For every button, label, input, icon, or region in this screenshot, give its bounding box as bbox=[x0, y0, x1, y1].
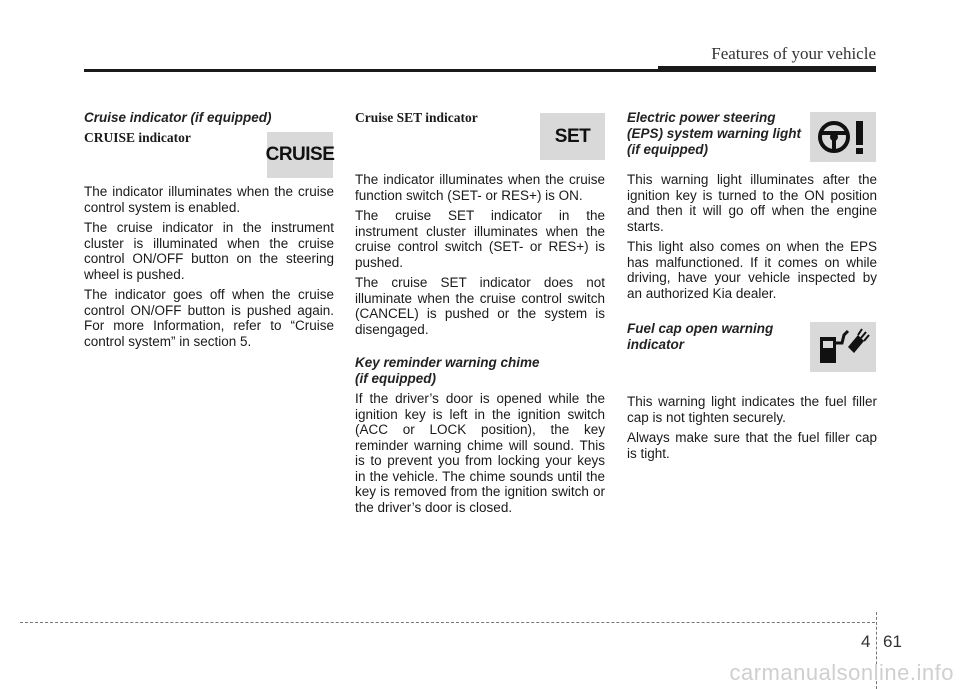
cruise-indicator-heading: Cruise indicator (if equipped) bbox=[84, 110, 272, 125]
steering-wheel-exclamation-icon bbox=[814, 116, 872, 158]
set-icon bbox=[540, 113, 605, 160]
page-number: 61 bbox=[883, 632, 902, 651]
set-icon-label: SET bbox=[554, 125, 591, 147]
key-reminder-heading-line1: Key reminder warning chime bbox=[355, 355, 540, 370]
paragraph: Always make sure that the fuel filler cap is tight. bbox=[627, 430, 877, 461]
eps-warning-icon bbox=[810, 112, 876, 162]
key-reminder-heading-line2: (if equipped) bbox=[355, 371, 436, 386]
eps-heading-line3: (if equipped) bbox=[627, 142, 708, 157]
footer-rule bbox=[20, 622, 875, 623]
paragraph: The indicator goes off when the cruise control ON/OFF button is pushed again. For more Information, refer to “Cruise control system” in section 5. bbox=[84, 287, 334, 349]
eps-heading-line1: Electric power steering bbox=[627, 110, 776, 125]
header-rule-accent bbox=[658, 66, 876, 72]
cruise-set-subheading: Cruise SET indicator bbox=[355, 110, 478, 125]
paragraph: The indicator illuminates when the cruise control system is enabled. bbox=[84, 184, 334, 215]
paragraph: The cruise indicator in the instrument cluster is illuminated when the cruise control ON/OFF button on the steering wheel is pushed. bbox=[84, 220, 334, 282]
cruise-icon-label: CRUISE bbox=[265, 144, 335, 165]
page-header-title: Features of your vehicle bbox=[711, 44, 876, 63]
cruise-icon bbox=[267, 132, 333, 178]
paragraph: If the driver’s door is opened while the ignition key is left in the ignition switch (ACC or LOCK position), the key reminder warning chime will sound. This is to prevent you from locking your keys in the vehicle. The chime sounds until the key is removed from the ignition switch or the driver’s door is closed. bbox=[355, 391, 605, 515]
paragraph: This warning light illuminates after the ignition key is turned to the ON position and then it will go off when the engine starts. bbox=[627, 172, 877, 234]
paragraph: This light also comes on when the EPS has malfunctioned. If it comes on while driving, have your vehicle inspected by an authorized Kia dealer. bbox=[627, 239, 877, 301]
fuel-pump-icon bbox=[814, 325, 872, 369]
cruise-indicator-subheading: CRUISE indicator bbox=[84, 130, 191, 145]
watermark: carmanualsonline.info bbox=[729, 660, 954, 685]
column-eps bbox=[627, 110, 877, 466]
paragraph: This warning light indicates the fuel filler cap is not tighten securely. bbox=[627, 394, 877, 425]
paragraph: The cruise SET indicator in the instrument cluster illuminates when the cruise control switch (SET- or RES+) is pushed. bbox=[355, 208, 605, 270]
fuel-cap-heading-line1: Fuel cap open warning bbox=[627, 321, 774, 336]
paragraph: The indicator illuminates when the cruise function switch (SET- or RES+) is ON. bbox=[355, 172, 605, 203]
fuel-cap-heading-line2: indicator bbox=[627, 337, 685, 352]
paragraph: The cruise SET indicator does not illuminate when the cruise control switch (CANCEL) is pushed or the system is disengaged. bbox=[355, 275, 605, 337]
key-reminder-heading bbox=[355, 355, 605, 387]
fuel-cap-icon bbox=[810, 322, 876, 372]
eps-heading-line2: (EPS) system warning light bbox=[627, 126, 802, 141]
chapter-number: 4 bbox=[861, 632, 871, 651]
column-set bbox=[355, 110, 605, 520]
